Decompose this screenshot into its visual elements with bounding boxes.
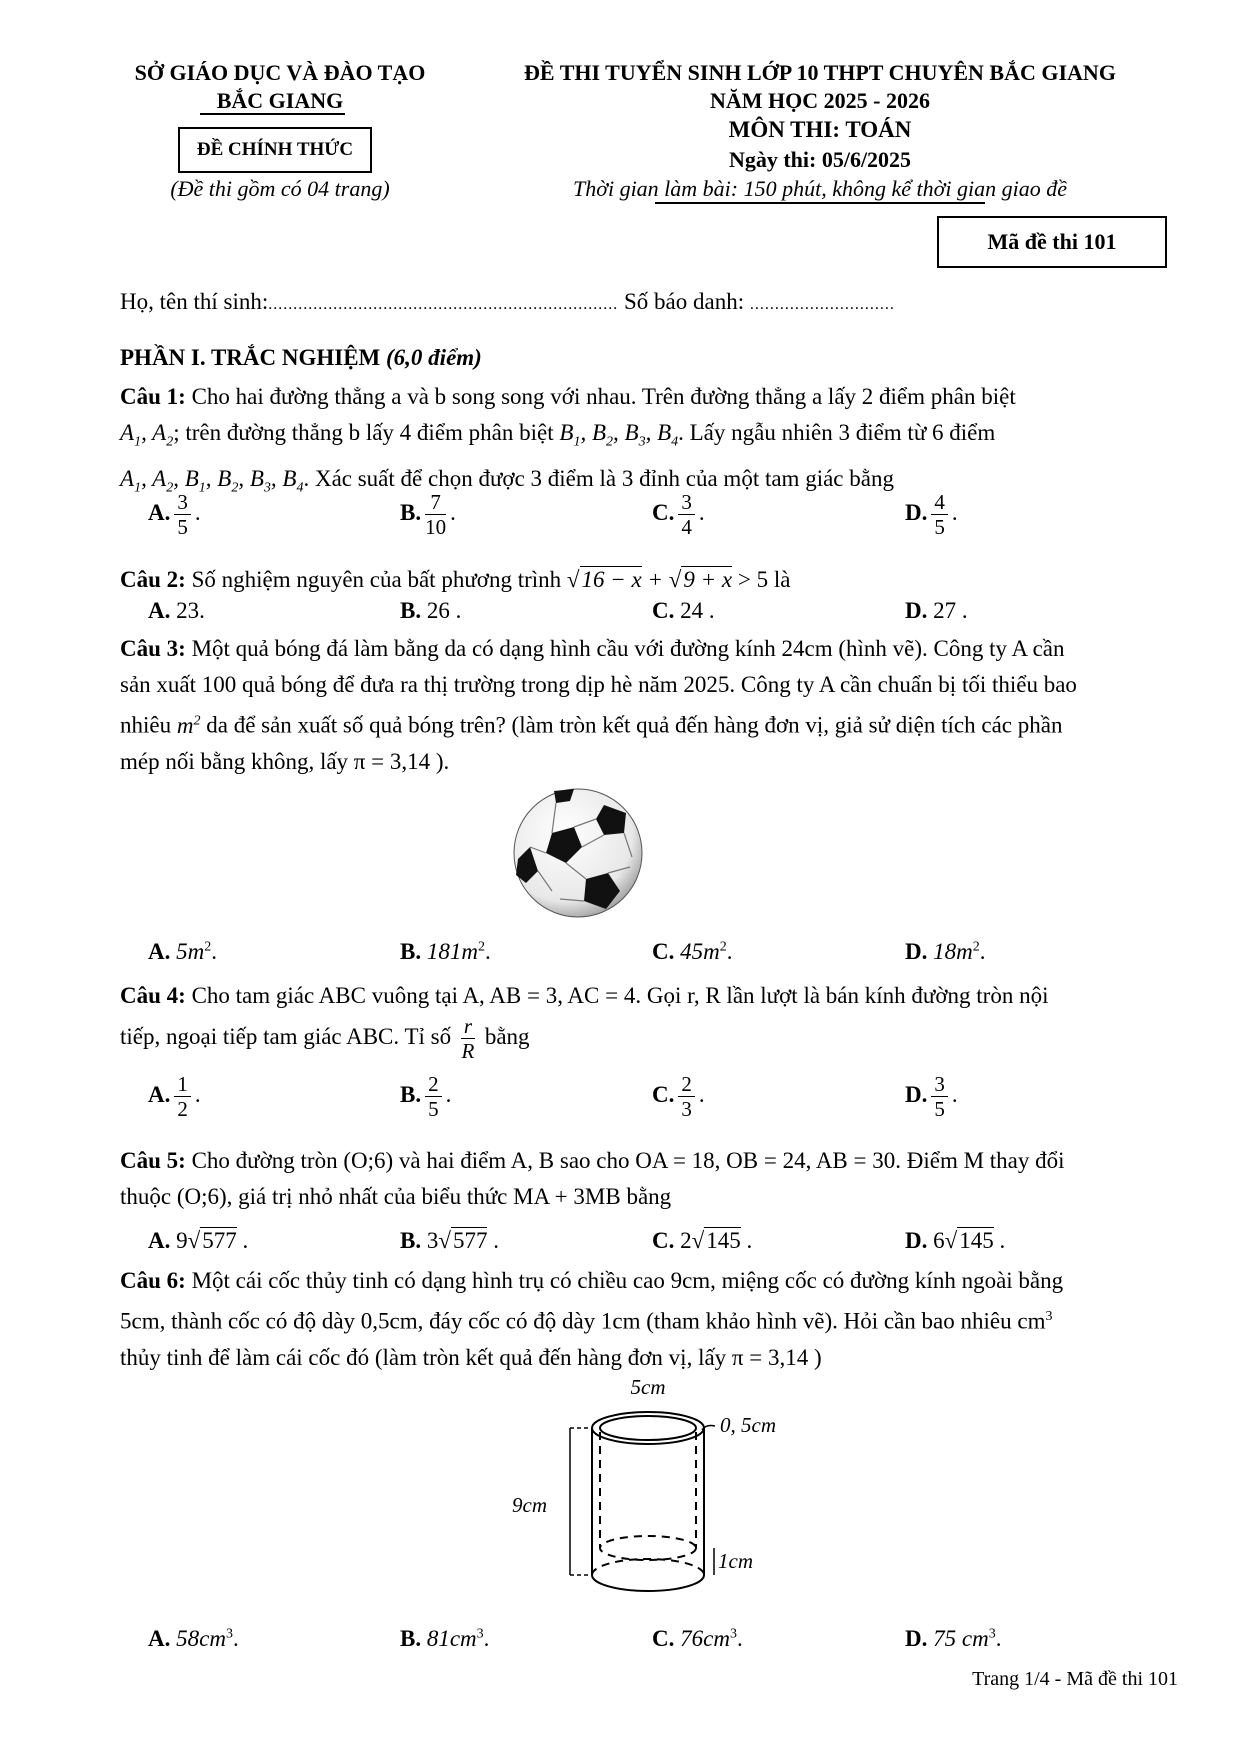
q5-option-c[interactable]: C. 2√145 . [652,1228,753,1253]
q3-line1: Một quả bóng đá làm bằng da có dạng hình cầu với đường kính 24cm (hình vẽ). Công ty A cần [191,636,1065,661]
q1-line3: . Xác suất để chọn được 3 điểm là 3 đỉnh của một tam giác bằng [303,465,894,491]
q5-option-d[interactable]: D. 6√145 . [905,1228,1006,1253]
q3-line3b: da để sản xuất số quả bóng trên? (làm tròn kết quả đến hàng đơn vị, giả sử diện tích các phần [206,712,1063,738]
q6-line1: Một cái cốc thủy tinh có dạng hình trụ có chiều cao 9cm, miệng cốc có đường kính ngoài bằng [191,1268,1064,1293]
exam-date: Ngày thi: 05/6/2025 [728,147,912,172]
q5-line2: thuộc (O;6), giá trị nhỏ nhất của biểu thức MA + 3MB bằng [120,1184,672,1209]
q1-option-b[interactable]: B. $\frac{7}{10}$ . [400,490,456,539]
q1-option-c[interactable]: C. $\frac{3}{4}$ . [652,490,705,539]
figure-label-base: 1cm [718,1549,753,1573]
province-name: BẮC GIANG [216,88,344,113]
pages-note: (Đề thi gồm có 04 trang) [170,176,390,201]
question-3 [120,631,1180,780]
q1-line2b: . Lấy ngẫu nhiên 3 điểm từ 6 điểm [678,420,996,445]
q3-option-a[interactable]: A. $5m^2$. [148,939,217,964]
q4-option-a[interactable]: A. $\frac{1}{2}$ . [148,1072,201,1121]
question-6: Câu 6: Một cái cốc thủy tinh có dạng hình trụ có chiều cao 9cm, miệng cốc có đường kính ngoài bằng 5cm, thành cốc có độ dày 0,5cm, đáy cốc có độ dày 1cm (tham khảo hình vẽ). Hỏi cần bao nhiêu $cm^3$ thủy tinh để làm cái cốc đó (làm tròn kết quả đến hàng đơn vị, lấy π = 3,14 ) [120,1263,1180,1376]
header-underline-right [655,202,985,204]
q3-line3a: nhiêu [120,712,172,738]
q2-option-d[interactable]: D. 27 . [905,598,968,623]
exam-title: ĐỀ THI TUYỂN SINH LỚP 10 THPT CHUYÊN BẮC GIANG [524,60,1116,85]
subject: MÔN THI: TOÁN [728,117,912,142]
q1-label: Câu 1: [120,384,186,409]
official-badge: ĐỀ CHÍNH THỨC [178,127,372,173]
q4-line2a: tiếp, ngoại tiếp tam giác ABC. Tỉ số [120,1023,452,1049]
q3-line4: mép nối bằng không, lấy π = 3,14 ). [120,748,450,774]
figure-label-height: 9cm [512,1493,547,1517]
q3-unit: $m^2$ [176,712,201,738]
soccer-ball-figure [512,787,644,919]
section-points: (6,0 điểm) [386,345,482,370]
q4-label: Câu 4: [120,983,186,1008]
q2-expression: √16 − x + √9 + x [566,567,733,592]
q3-option-c[interactable]: C. $45m^2$. [652,939,733,964]
q1-option-a[interactable]: A. $\frac{3}{5}$ . [148,490,201,539]
school-year: NĂM HỌC 2025 - 2026 [710,88,930,113]
department-name: SỞ GIÁO DỤC VÀ ĐÀO TẠO [134,60,426,85]
q6-line2: 5cm, thành cốc có độ dày 0,5cm, đáy cốc có độ dày 1cm (tham khảo hình vẽ). Hỏi cần bao nhiêu cm [120,1308,1046,1334]
q1-option-d[interactable]: D. $\frac{4}{5}$ . [905,490,958,539]
header-underline-left [200,113,345,115]
q6-option-b[interactable]: B. $81cm^3$. [400,1626,490,1651]
q4-line2b: bằng [484,1023,530,1049]
q5-line1: Cho đường tròn (O;6) và hai điểm A, B sao cho OA = 18, OB = 24, AB = 30. Điểm M thay đổi [191,1148,1065,1173]
candidate-line [120,289,895,315]
question-2 [120,562,1180,598]
section-heading [120,345,482,371]
q4-option-c[interactable]: C. $\frac{2}{3}$ . [652,1072,705,1121]
time-note: Thời gian làm bài: 150 phút, không kể thời gian giao đề [572,176,1067,201]
q1-points-a: $A_1$, $A_2$ [120,420,174,450]
q3-option-d[interactable]: D. $18m^2$. [905,939,986,964]
q5-label: Câu 5: [120,1148,186,1173]
q2-option-b[interactable]: B. 26 . [400,598,462,623]
figure-label-wall: 0, 5cm [720,1413,776,1437]
q3-label: Câu 3: [120,636,186,661]
id-label: Số báo danh: [623,289,745,314]
q5-option-b[interactable]: B. 3√577 . [400,1228,499,1253]
q6-option-c[interactable]: C. $76cm^3$. [652,1626,743,1651]
q1-line1: Cho hai đường thẳng a và b song song với nhau. Trên đường thẳng a lấy 2 điểm phân biệt [191,384,1016,409]
q2-tail: > 5 là [737,567,791,592]
q6-option-a[interactable]: A. $58cm^3$. [148,1626,239,1651]
section-title: PHẦN I. TRẮC NGHIỆM [120,345,381,370]
q2-option-c[interactable]: C. 24 . [652,598,715,623]
q2-label: Câu 2: [120,567,186,592]
q4-option-d[interactable]: D. $\frac{3}{5}$ . [905,1072,958,1121]
q1-points-all: $A_1$, $A_2$, $B_1$, $B_2$, $B_3$, $B_4$ [120,465,304,496]
q2-option-a[interactable]: A. 23. [148,598,205,623]
q4-option-b[interactable]: B. $\frac{2}{5}$ . [400,1072,452,1121]
figure-label-diameter: 5cm [630,1375,666,1399]
q4-ratio: $\frac{r}{R}$ [461,1014,475,1063]
q6-line3: thủy tinh để làm cái cốc đó (làm tròn kết quả đến hàng đơn vị, lấy π = 3,14 ) [120,1344,822,1370]
question-5 [120,1143,1180,1215]
exam-code-box: Mã đề thi 101 [937,216,1167,268]
q6-option-d[interactable]: D. 75 $cm^3$. [905,1626,1002,1651]
name-label: Họ, tên thí sinh: [120,289,269,314]
q6-label: Câu 6: [120,1268,186,1293]
q1-points-b: $B_1$, $B_2$, $B_3$, $B_4$ [559,420,679,450]
q5-option-a[interactable]: A. 9√577 . [148,1228,249,1253]
question-4 [120,978,1180,1063]
q1-line2: ; trên đường thẳng b lấy 4 điểm phân biệt [173,420,554,445]
q3-option-b[interactable]: B. $181m^2$. [400,939,491,964]
id-blank: ............................. [749,296,895,313]
question-1 [120,379,1180,506]
page-footer: Trang 1/4 - Mã đề thi 101 [972,1668,1178,1690]
glass-cup-figure [510,1370,810,1610]
name-blank: ...................................................................... [268,296,619,313]
q4-line1: Cho tam giác ABC vuông tại A, AB = 3, AC = 4. Gọi r, R lần lượt là bán kính đường tròn nội [191,983,1049,1008]
q2-text: Số nghiệm nguyên của bất phương trình [191,567,562,592]
q3-line2: sản xuất 100 quả bóng để đưa ra thị trường trong dịp hè năm 2025. Công ty A cần chuẩn bị tối thiểu bao [120,672,1077,697]
